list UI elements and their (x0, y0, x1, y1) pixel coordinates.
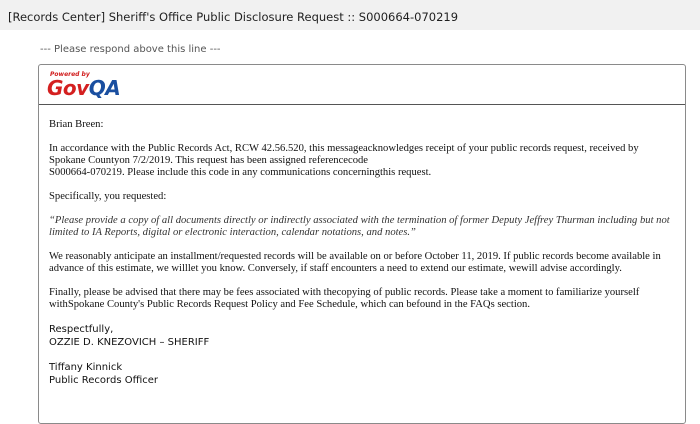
signature-block (49, 323, 671, 349)
letter-body (49, 119, 671, 399)
estimate-paragraph: We reasonably anticipate an installment/requested records will be available on or before October 11, 2019. If public records become available in advance of this estimate, we willlet you know. Conversely, if staff encounters a need to extend our estimate, wewill advise accordingly. (49, 251, 661, 274)
sheriff-name: OZZIE D. KNEZOVICH – SHERIFF (49, 337, 210, 348)
logo-gov: Gov (47, 76, 89, 100)
signer-block (49, 361, 671, 387)
logo-qa: QA (88, 76, 121, 100)
closing: Respectfully, (49, 324, 114, 335)
specifically-label: Specifically, you requested: (49, 191, 167, 202)
logo-wordmark (47, 76, 120, 100)
ack-line-3: S000664-070219. Please include this code in any communications concerningthis request. (49, 167, 432, 178)
reply-above-line-notice: --- Please respond above this line --- (40, 44, 221, 55)
signer-title: Public Records Officer (49, 375, 159, 386)
logo-powered-by: Powered by (50, 71, 90, 78)
govqa-logo (47, 71, 127, 101)
email-subject-bar (0, 0, 700, 30)
greeting: Brian Breen: (49, 119, 104, 130)
acknowledgement-paragraph (49, 143, 671, 179)
signer-name: Tiffany Kinnick (49, 362, 123, 373)
email-subject: [Records Center] Sheriff's Office Public Disclosure Request :: S000664-070219 (8, 10, 459, 24)
header-divider (39, 104, 685, 105)
message-frame (38, 64, 686, 424)
fees-paragraph: Finally, please be advised that there may be fees associated with thecopying of public records. Please take a moment to familiarize yourself withSpokane County's Public Records Request Policy and Fee Schedule, which can befound in the FAQs section. (49, 287, 640, 310)
request-quote: “Please provide a copy of all documents directly or indirectly associated with the termination of former Deputy Jeffrey Thurman including but not limited to IA Reports, digital or electronic interaction, calendar notations, and notes.” (49, 215, 670, 238)
ack-line-2: Spokane Countyon 7/2/2019. This request has been assigned referencecode (49, 155, 369, 166)
ack-line-1: In accordance with the Public Records Act, RCW 42.56.520, this messageacknowledges receipt of your public records request, received by (49, 143, 639, 154)
